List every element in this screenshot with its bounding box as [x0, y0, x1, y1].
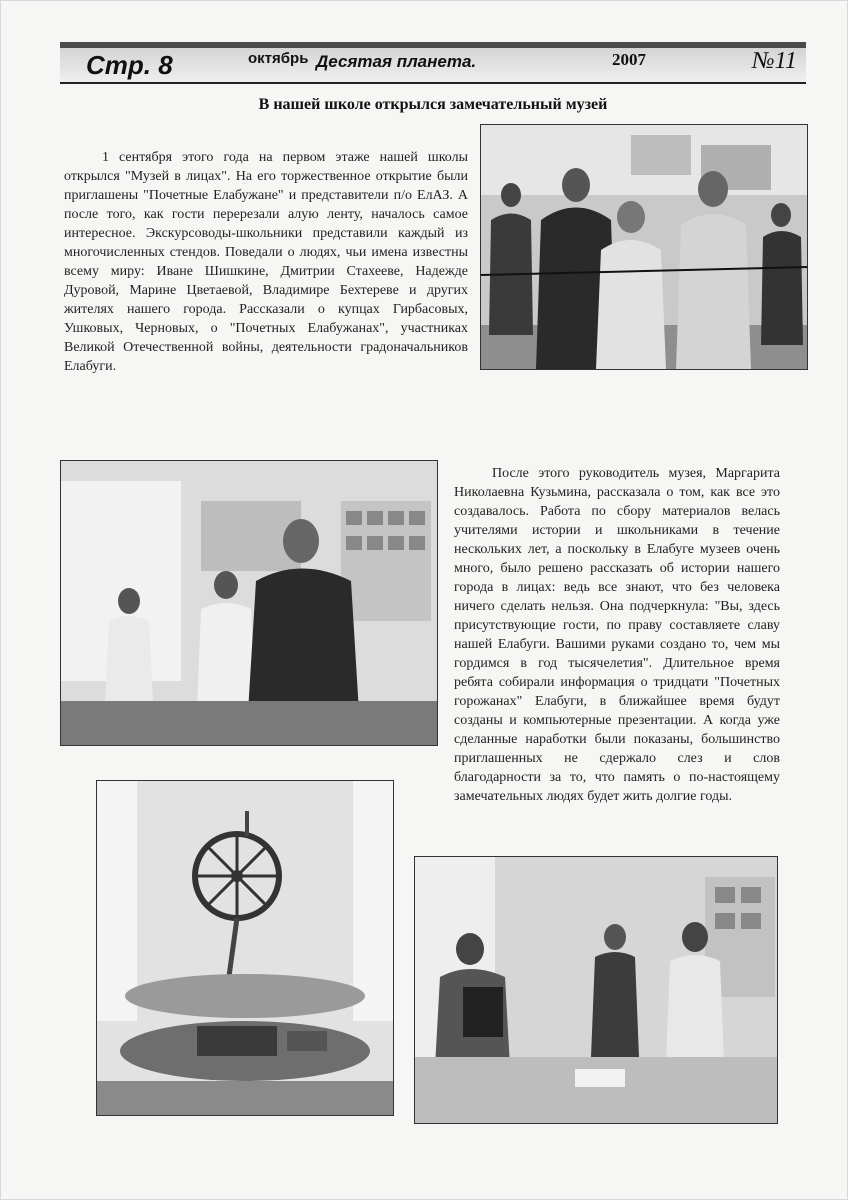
newspaper-name: Десятая планета. — [316, 52, 477, 71]
ribbon-cutting-photo — [480, 124, 808, 370]
article-paragraph-2: После этого руководитель музея, Маргарита Николаевна Кузьмина, рассказала о том, как все это создавалось. Работа по сбору материалов велась учителями истории и школьниками в течение нескольких лет, а поскольку в Елабуге музеев очень много, было решено рассказать об истории нашего города в лицах: ведь все знают, что без человека ничего сделать нельзя. Она подчеркнула: "Вы, здесь присутствующие гости, по праву составляете славу нашей Елабуги. Вашими руками создано то, чем мы гордимся в год тысячелетия". Длительное время ребята собирали информация о тридцати "Почетных горожанах" Елабуги, в ближайшее время будут созданы и компьютерные презентации. А когда уже сделанные наработки были показаны, большинство приглашенных не сдержало слез и слов благодарности за то, что память о по-настоящему замечательных людях будет жить долгие годы. — [454, 466, 780, 804]
visitors-photo — [414, 856, 778, 1124]
article-title: В нашей школе открылся замечательный музей — [258, 96, 608, 113]
page-header — [60, 42, 806, 84]
issue-number: №11 — [752, 48, 797, 74]
issue-month: октябрь — [248, 50, 309, 67]
spinning-wheel-photo — [96, 780, 394, 1116]
page-number: Стр. 8 — [86, 50, 173, 80]
speech-photo — [60, 460, 438, 746]
article-paragraph-1: 1 сентября этого года на первом этаже нашей школы открылся "Музей в лицах". На его торжественное открытие были приглашены "Почетные Елабужане" и представители п/о ЕлАЗ. А после того, как гости перерезали алую ленту, началось самое интересное. Экскурсоводы-школьники представили каждый из многочисленных стендов. Поведали о людях, чьи имена известны всему миру: Иване Шишкине, Дмитрии Стахееве, Надежде Дуровой, Марине Цветаевой, Владимире Бехтереве и других жителях нашего города. Рассказали о купцах Гирбасовых, Ушковых, Черновых, о "Почетных Елабужанах", участниках Великой Отечественной войны, деятельности градоначальников Елабуги. — [64, 150, 468, 374]
issue-year: 2007 — [612, 50, 646, 69]
